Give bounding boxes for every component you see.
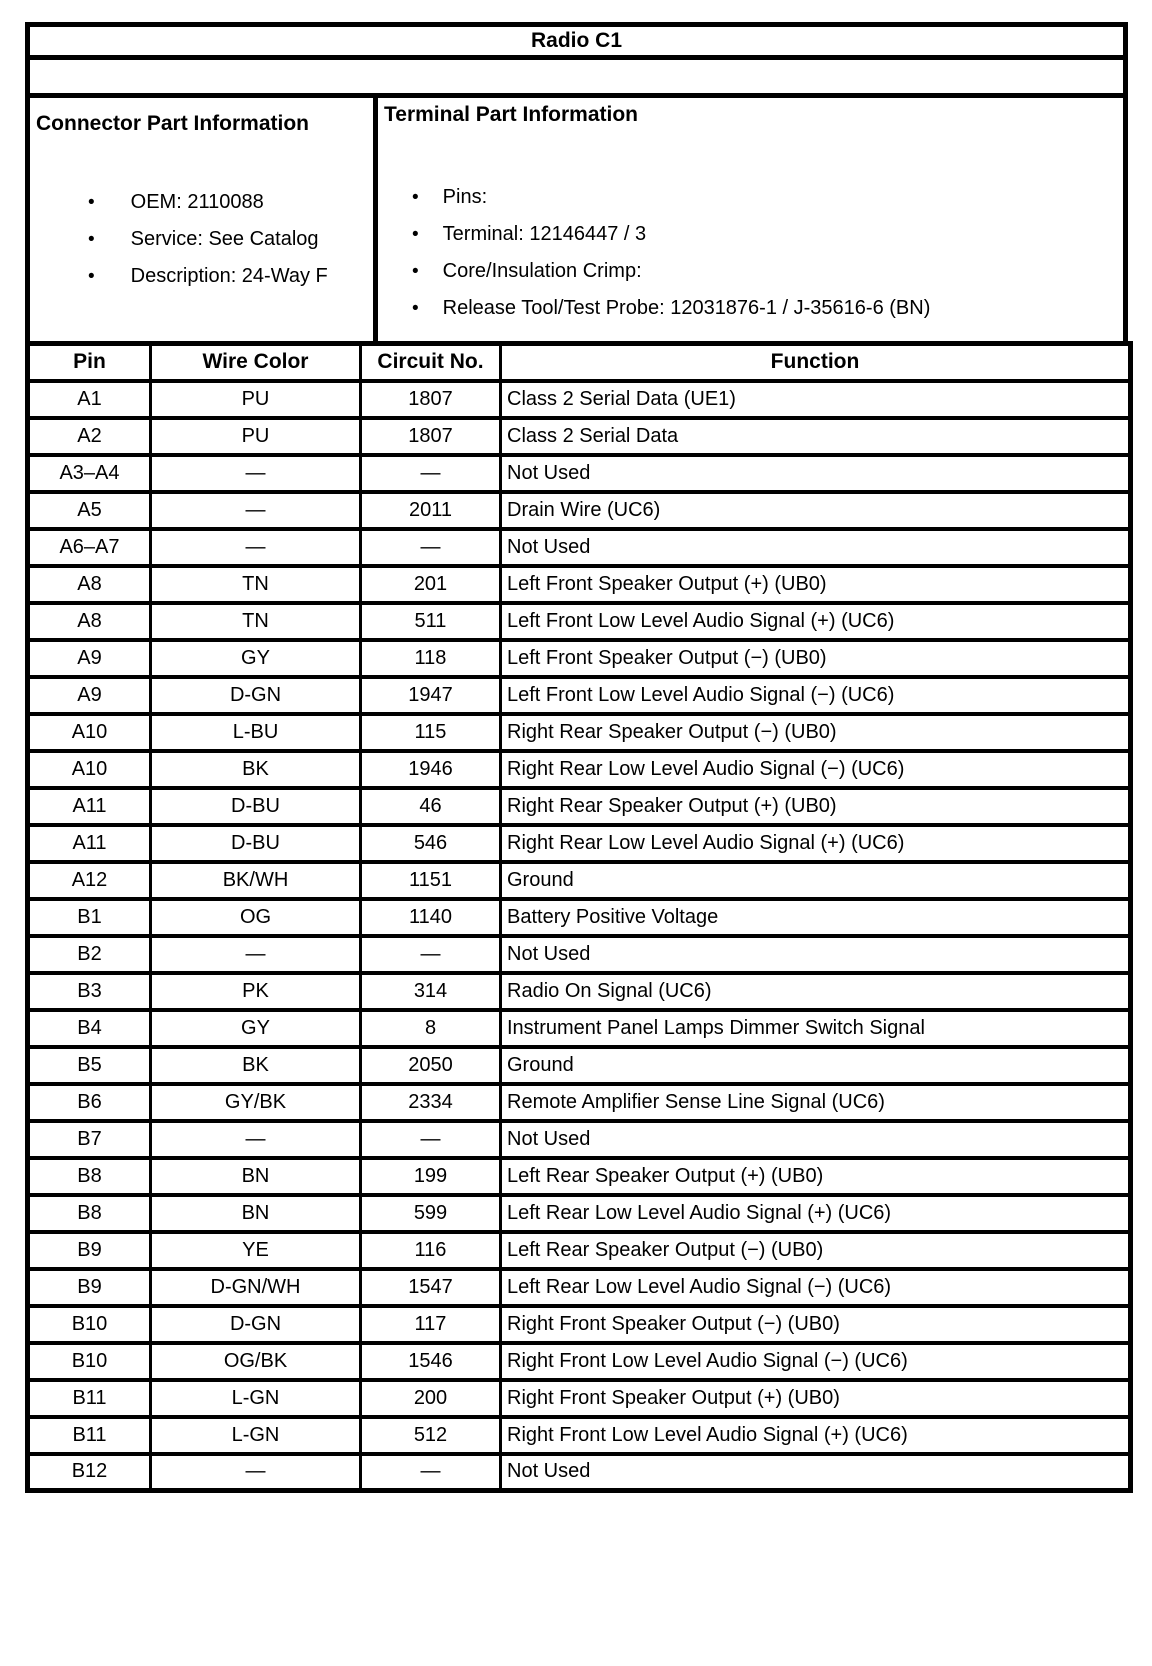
cell-wire-color: GY [151,1010,361,1047]
cell-circuit-no: — [361,455,501,492]
cell-wire-color: BK [151,1047,361,1084]
bullet-item [384,253,1123,290]
page-title: Radio C1 [530,29,622,52]
cell-circuit-no: — [361,936,501,973]
cell-circuit-no: — [361,1121,501,1158]
bullet-item-text: Core/Insulation Crimp: [442,260,642,282]
connector-info-panel [25,93,378,346]
bullet-item [36,258,373,295]
cell-pin: A12 [28,862,151,899]
cell-function: Left Rear Speaker Output (+) (UB0) [501,1158,1131,1195]
cell-circuit-no: 2011 [361,492,501,529]
table-row [28,1047,1131,1084]
cell-pin: B9 [28,1232,151,1269]
table-row [28,1454,1131,1491]
cell-pin: B9 [28,1269,151,1306]
table-header-row [28,344,1131,381]
table-row [28,529,1131,566]
terminal-info-title: Terminal Part Information [384,103,638,126]
bullet-item-text: Service: See Catalog [130,228,319,250]
cell-wire-color: GY [151,640,361,677]
cell-wire-color: — [151,455,361,492]
cell-function: Left Rear Low Level Audio Signal (−) (UC6) [501,1269,1131,1306]
cell-pin: B10 [28,1306,151,1343]
table-row [28,1158,1131,1195]
table-row [28,1121,1131,1158]
bullet-item-text: Description: 24-Way F [130,265,328,287]
cell-function: Not Used [501,1454,1131,1491]
pinout-table-body [28,381,1131,1491]
bullet-item-text: Release Tool/Test Probe: 12031876-1 / J-35616-6 (BN) [442,297,931,319]
cell-circuit-no: 2334 [361,1084,501,1121]
table-row [28,714,1131,751]
cell-pin: B5 [28,1047,151,1084]
cell-wire-color: BK [151,751,361,788]
cell-function: Right Front Low Level Audio Signal (+) (UC6) [501,1417,1131,1454]
cell-wire-color: BN [151,1158,361,1195]
cell-function: Right Rear Speaker Output (+) (UB0) [501,788,1131,825]
cell-circuit-no: — [361,529,501,566]
cell-wire-color: — [151,492,361,529]
cell-circuit-no: 1140 [361,899,501,936]
cell-function: Left Front Low Level Audio Signal (−) (UC6) [501,677,1131,714]
cell-pin: B11 [28,1417,151,1454]
terminal-info-panel [373,93,1128,346]
bullet-item [36,184,373,221]
table-row [28,751,1131,788]
connector-info-list [36,184,373,295]
table-row [28,936,1131,973]
cell-pin: A10 [28,714,151,751]
cell-function: Class 2 Serial Data [501,418,1131,455]
cell-wire-color: L-GN [151,1417,361,1454]
cell-wire-color: TN [151,566,361,603]
bullet-item-text: Terminal: 12146447 / 3 [442,223,647,245]
cell-pin: B8 [28,1158,151,1195]
cell-pin: A2 [28,418,151,455]
cell-circuit-no: 1947 [361,677,501,714]
bullet-item [384,216,1123,253]
cell-function: Radio On Signal (UC6) [501,973,1131,1010]
bullet-icon: • [412,261,419,282]
cell-wire-color: OG/BK [151,1343,361,1380]
bullet-icon: • [412,224,419,245]
cell-circuit-no: 1807 [361,418,501,455]
cell-circuit-no: 117 [361,1306,501,1343]
cell-function: Battery Positive Voltage [501,899,1131,936]
cell-function: Ground [501,862,1131,899]
bullet-item [384,179,1123,216]
cell-pin: A8 [28,566,151,603]
cell-function: Left Rear Speaker Output (−) (UB0) [501,1232,1131,1269]
cell-circuit-no: 1546 [361,1343,501,1380]
cell-function: Not Used [501,1121,1131,1158]
table-row [28,862,1131,899]
bullet-item [384,290,1123,327]
cell-wire-color: — [151,936,361,973]
table-row [28,825,1131,862]
cell-function: Drain Wire (UC6) [501,492,1131,529]
table-row [28,899,1131,936]
cell-function: Left Front Speaker Output (−) (UB0) [501,640,1131,677]
table-row [28,1232,1131,1269]
cell-circuit-no: 511 [361,603,501,640]
cell-wire-color: D-GN [151,1306,361,1343]
connector-sheet [25,22,1128,1493]
cell-function: Not Used [501,455,1131,492]
table-row [28,677,1131,714]
cell-circuit-no: 1547 [361,1269,501,1306]
bullet-icon: • [88,229,95,250]
cell-pin: B10 [28,1343,151,1380]
cell-function: Right Rear Low Level Audio Signal (+) (UC6) [501,825,1131,862]
cell-circuit-no: 1807 [361,381,501,418]
cell-function: Right Front Low Level Audio Signal (−) (UC6) [501,1343,1131,1380]
cell-function: Not Used [501,529,1131,566]
cell-circuit-no: 1151 [361,862,501,899]
cell-pin: B7 [28,1121,151,1158]
pinout-table [25,341,1133,1493]
cell-pin: B12 [28,1454,151,1491]
cell-wire-color: D-GN/WH [151,1269,361,1306]
cell-wire-color: D-BU [151,788,361,825]
cell-wire-color: — [151,1454,361,1491]
cell-function: Remote Amplifier Sense Line Signal (UC6) [501,1084,1131,1121]
cell-wire-color: PU [151,418,361,455]
table-row [28,418,1131,455]
cell-wire-color: BK/WH [151,862,361,899]
cell-wire-color: D-BU [151,825,361,862]
table-row [28,381,1131,418]
table-row [28,1269,1131,1306]
cell-wire-color: — [151,1121,361,1158]
table-row [28,788,1131,825]
cell-wire-color: PU [151,381,361,418]
cell-wire-color: OG [151,899,361,936]
cell-pin: A3–A4 [28,455,151,492]
cell-function: Left Front Speaker Output (+) (UB0) [501,566,1131,603]
cell-wire-color: L-GN [151,1380,361,1417]
column-header-function: Function [501,344,1131,381]
cell-pin: B8 [28,1195,151,1232]
table-row [28,1343,1131,1380]
cell-wire-color: GY/BK [151,1084,361,1121]
cell-pin: A8 [28,603,151,640]
table-row [28,566,1131,603]
cell-wire-color: TN [151,603,361,640]
column-header-pin: Pin [28,344,151,381]
cell-circuit-no: 546 [361,825,501,862]
cell-circuit-no: 1946 [361,751,501,788]
cell-pin: A6–A7 [28,529,151,566]
bullet-icon: • [412,298,419,319]
cell-wire-color: — [151,529,361,566]
cell-function: Left Front Low Level Audio Signal (+) (UC6) [501,603,1131,640]
spacer-row [25,55,1128,98]
cell-function: Left Rear Low Level Audio Signal (+) (UC6) [501,1195,1131,1232]
connector-info-title: Connector Part Information [36,112,310,135]
cell-wire-color: PK [151,973,361,1010]
table-row [28,1010,1131,1047]
cell-circuit-no: 8 [361,1010,501,1047]
bullet-item-text: OEM: 2110088 [130,191,264,213]
cell-wire-color: L-BU [151,714,361,751]
cell-circuit-no: 201 [361,566,501,603]
bullet-icon: • [412,187,419,208]
cell-circuit-no: 115 [361,714,501,751]
cell-pin: B2 [28,936,151,973]
cell-wire-color: D-GN [151,677,361,714]
cell-function: Right Rear Low Level Audio Signal (−) (UC6) [501,751,1131,788]
table-row [28,603,1131,640]
bullet-icon: • [88,192,95,213]
table-row [28,492,1131,529]
cell-circuit-no: — [361,1454,501,1491]
cell-pin: A9 [28,640,151,677]
cell-function: Right Front Speaker Output (+) (UB0) [501,1380,1131,1417]
cell-pin: B3 [28,973,151,1010]
cell-circuit-no: 2050 [361,1047,501,1084]
table-row [28,1417,1131,1454]
table-row [28,1380,1131,1417]
cell-pin: A5 [28,492,151,529]
cell-pin: B11 [28,1380,151,1417]
table-row [28,455,1131,492]
column-header-circuit-no: Circuit No. [361,344,501,381]
cell-circuit-no: 118 [361,640,501,677]
cell-pin: B4 [28,1010,151,1047]
cell-circuit-no: 200 [361,1380,501,1417]
cell-wire-color: YE [151,1232,361,1269]
table-row [28,1195,1131,1232]
table-row [28,640,1131,677]
table-row [28,1306,1131,1343]
cell-circuit-no: 599 [361,1195,501,1232]
cell-function: Right Front Speaker Output (−) (UB0) [501,1306,1131,1343]
cell-function: Instrument Panel Lamps Dimmer Switch Signal [501,1010,1131,1047]
cell-pin: A9 [28,677,151,714]
cell-circuit-no: 512 [361,1417,501,1454]
cell-pin: A11 [28,788,151,825]
cell-circuit-no: 199 [361,1158,501,1195]
cell-function: Ground [501,1047,1131,1084]
column-header-wire-color: Wire Color [151,344,361,381]
cell-function: Class 2 Serial Data (UE1) [501,381,1131,418]
table-row [28,1084,1131,1121]
bullet-item [36,221,373,258]
cell-pin: A1 [28,381,151,418]
cell-function: Not Used [501,936,1131,973]
cell-wire-color: BN [151,1195,361,1232]
cell-pin: A11 [28,825,151,862]
cell-circuit-no: 116 [361,1232,501,1269]
cell-pin: A10 [28,751,151,788]
cell-pin: B6 [28,1084,151,1121]
bullet-icon: • [88,266,95,287]
cell-circuit-no: 314 [361,973,501,1010]
table-row [28,973,1131,1010]
part-information-section [25,93,1128,346]
cell-pin: B1 [28,899,151,936]
terminal-info-list [384,179,1123,327]
bullet-item-text: Pins: [442,186,488,208]
cell-function: Right Rear Speaker Output (−) (UB0) [501,714,1131,751]
cell-circuit-no: 46 [361,788,501,825]
